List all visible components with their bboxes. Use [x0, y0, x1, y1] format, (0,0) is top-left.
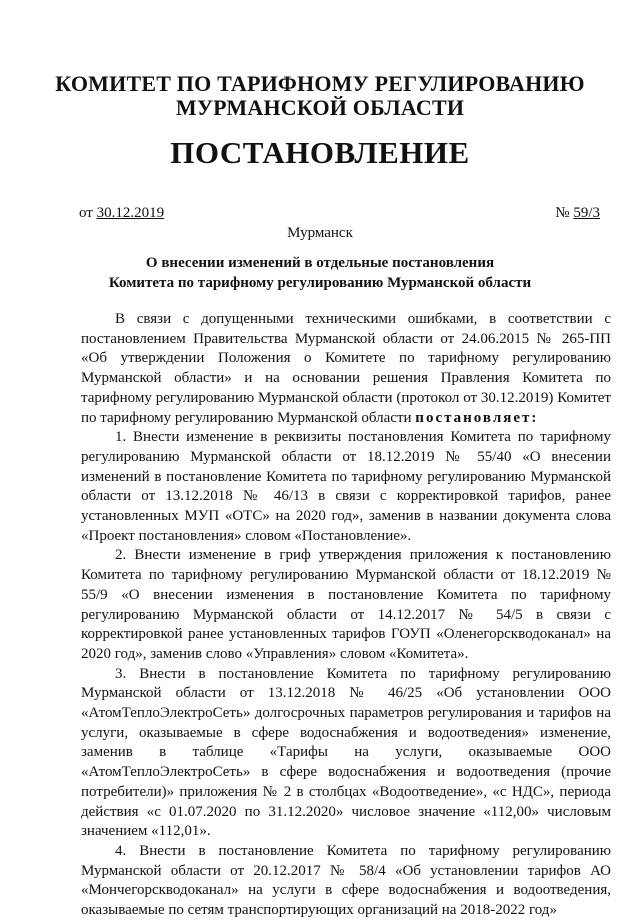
number-prefix: №	[555, 205, 574, 221]
date-prefix: от	[79, 205, 97, 221]
document-number	[555, 205, 600, 222]
date-value: 30.12.2019	[96, 205, 165, 221]
subject-line2: Комитета по тарифному регулированию Мурманской области	[108, 275, 532, 291]
item-4-paragraph: 4. Внести в постановление Комитета по тарифному регулированию Мурманской области от 20.12.2017 № 58/4 «Об установлении тарифов АО «Мончегорскводоканал» на услуги в сфере водоснабжения и водоотведения, оказываемые по сетям транспортирующих организаций на 2018-2022 год»	[81, 842, 611, 919]
document-type-title: ПОСТАНОВЛЕНИЕ	[170, 135, 470, 170]
document-date	[79, 205, 164, 222]
organization-name-line1: КОМИТЕТ ПО ТАРИФНОМУ РЕГУЛИРОВАНИЮ	[55, 71, 585, 96]
document-body	[81, 310, 611, 921]
resolves-word: постановляет:	[415, 409, 539, 426]
item-3-paragraph: 3. Внести в постановление Комитета по тарифному регулированию Мурманской области от 13.12.2018 № 46/25 «Об установлении ООО «АтомТеплоЭлектроСеть» долгосрочных параметров регулирования и тарифов на услуги, оказываемые в сфере водоснабжения и водоотведения» изменение, заменив в таблице «Тарифы на услуги, оказываемые ООО «АтомТеплоЭлектроСеть» в сфере водоснабжения и водоотведения (прочие потребители)» приложения № 2 в столбцах «Водоотведение», «с НДС», периода действия «с 01.07.2020 по 31.12.2020» числовое значение «112,00» числовым значением «112,01».	[81, 665, 611, 840]
number-value: 59/3	[573, 205, 600, 221]
preamble-paragraph	[81, 310, 611, 428]
organization-name-line2: МУРМАНСКОЙ ОБЛАСТИ	[175, 95, 465, 120]
preamble-text: В связи с допущенными техническими ошибками, в соответствии с постановлением Правительства Мурманской области от 24.06.2015 № 265-ПП «Об утверждении Положения о Комитете по тарифному регулированию Мурманской области» и на основании решения Правления Комитета по тарифному регулированию Мурманской области (протокол от 30.12.2019) Комитет по тарифному регулированию Мурманской области	[81, 311, 611, 426]
item-2-paragraph: 2. Внести изменение в гриф утверждения приложения к постановлению Комитета по тарифному регулированию Мурманской области от 18.12.2019 № 55/9 «О внесении изменения в постановление Комитета по тарифному регулированию Мурманской области от 14.12.2017 № 54/5 в связи с корректировкой ранее установленных тарифов ГОУП «Оленегорскводоканал» на 2020 год», заменив слово «Управления» словом «Комитета».	[81, 547, 611, 662]
city-name: Мурманск	[287, 225, 353, 241]
subject-line1: О внесении изменений в отдельные постановления	[145, 255, 495, 271]
item-1-paragraph: 1. Внести изменение в реквизиты постановления Комитета по тарифному регулированию Мурманской области от 18.12.2019 № 55/40 «О внесении изменений в постановление Комитета по тарифному регулированию Мурманской области от 13.12.2018 № 46/13 в связи с корректировкой тарифов, ранее установленных МУП «ОТС» на 2020 год», заменив в названии документа слова «Проект постановления» словом «Постановление».	[81, 429, 611, 544]
